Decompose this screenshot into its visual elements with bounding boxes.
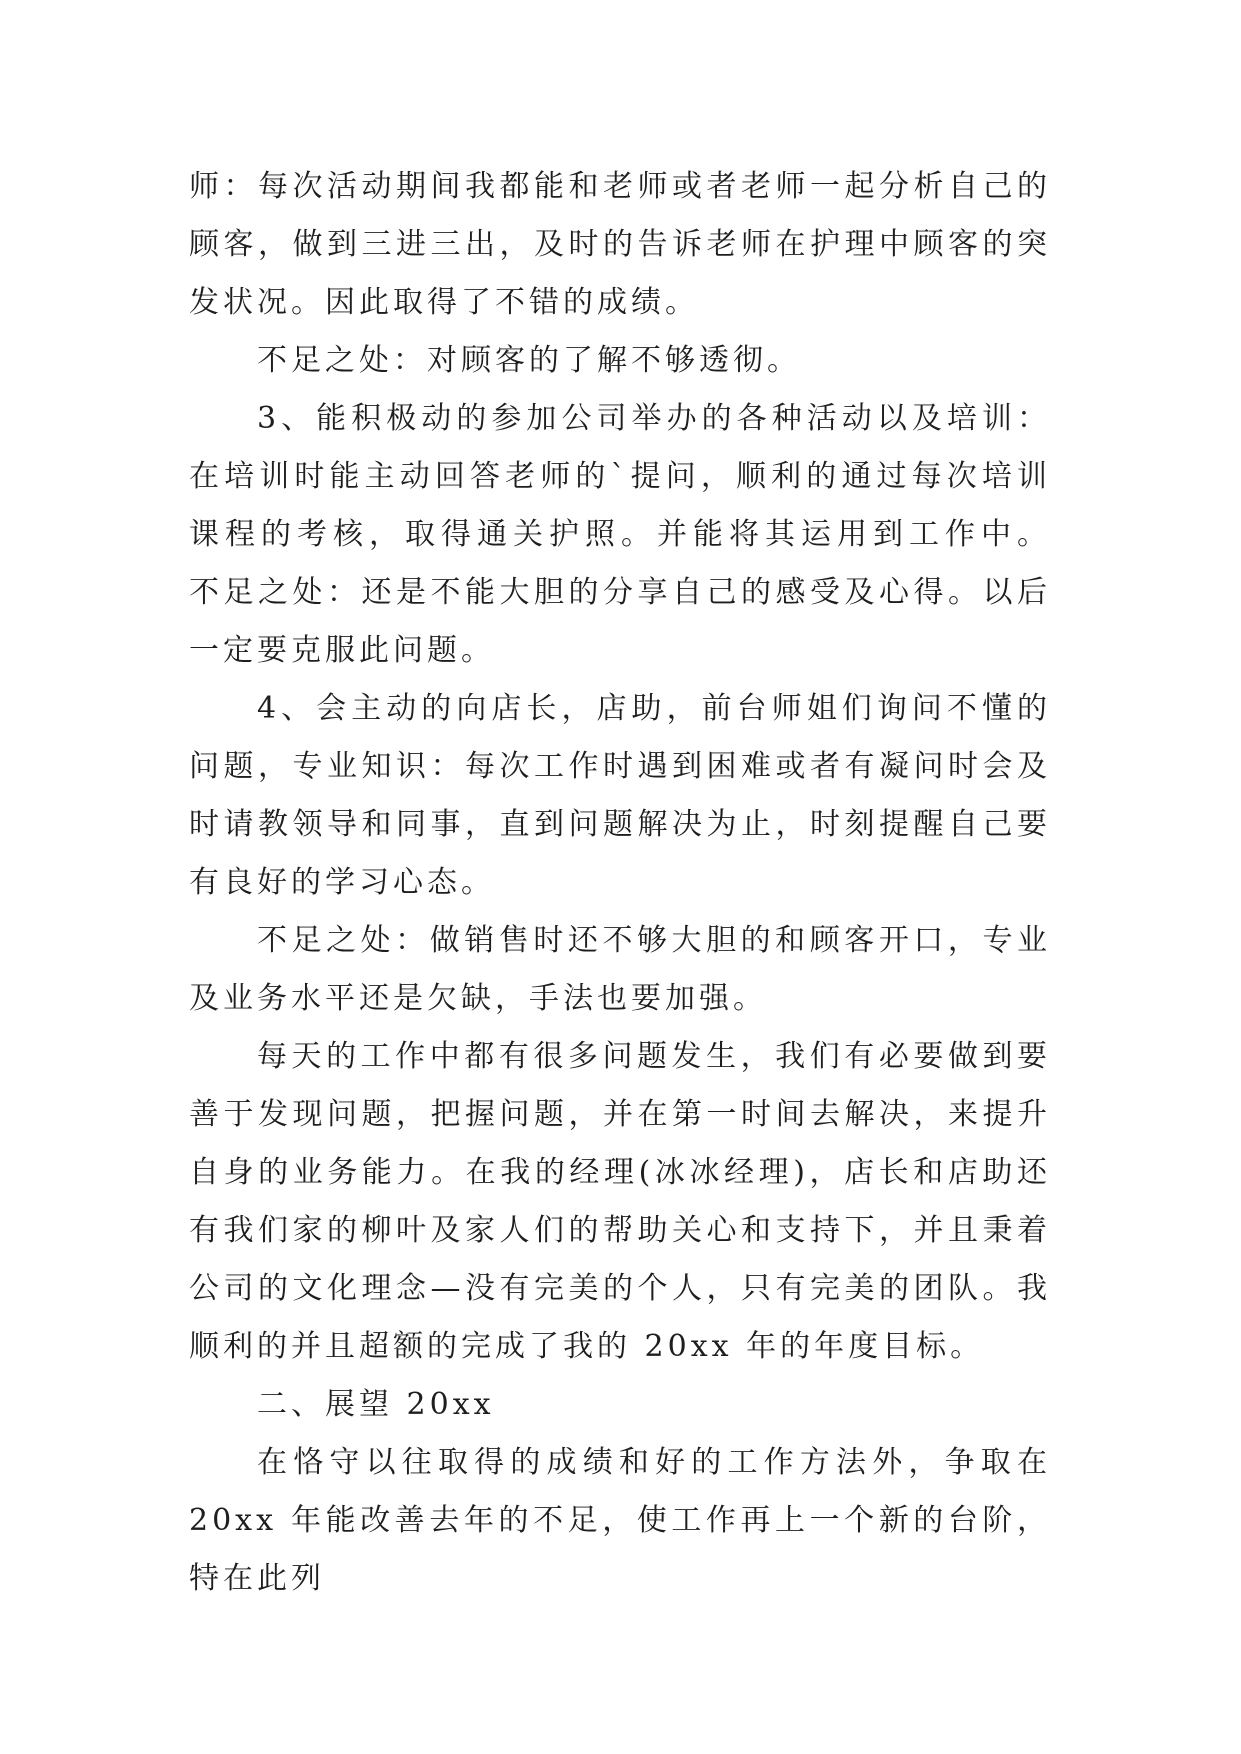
paragraph-4: 4、会主动的向店长，店助，前台师姐们询问不懂的问题，专业知识：每次工作时遇到困难或者有凝问时会及时请教领导和同事，直到问题解决为止，时刻提醒自己要有良好的学习心态。: [189, 691, 1051, 900]
paragraph-5: 不足之处：做销售时还不够大胆的和顾客开口，专业及业务水平还是欠缺，手法也要加强。: [189, 923, 1051, 1016]
paragraph-1: 师：每次活动期间我都能和老师或者老师一起分析自己的顾客，做到三进三出，及时的告诉老师在护理中顾客的突发状况。因此取得了不错的成绩。: [189, 169, 1051, 320]
paragraph-2: 不足之处：对顾客的了解不够透彻。: [257, 343, 801, 378]
paragraph-3: 3、能积极动的参加公司举办的各种活动以及培训：在培训时能主动回答老师的`提问，顺利的通过每次培训课程的考核，取得通关护照。并能将其运用到工作中。 不足之处：还是不能大胆的分享自己的感受及心得。以后一定要克服此问题。: [189, 401, 1051, 668]
paragraph-6: 每天的工作中都有很多问题发生，我们有必要做到要善于发现问题，把握问题，并在第一时间去解决，来提升自身的业务能力。在我的经理(冰冰经理)，店长和店助还有我们家的柳叶及家人们的帮助关心和支持下，并且秉着公司的文化理念—没有完美的个人，只有完美的团队。我顺利的并且超额的完成了我的 20xx 年的年度目标。: [189, 1039, 1051, 1364]
paragraph-7: 在恪守以往取得的成绩和好的工作方法外，争取在 20xx 年能改善去年的不足，使工作再上一个新的台阶，特在此列: [189, 1445, 1051, 1596]
document-body: [189, 158, 1051, 1608]
section-heading: 二、展望 20xx: [257, 1387, 495, 1422]
